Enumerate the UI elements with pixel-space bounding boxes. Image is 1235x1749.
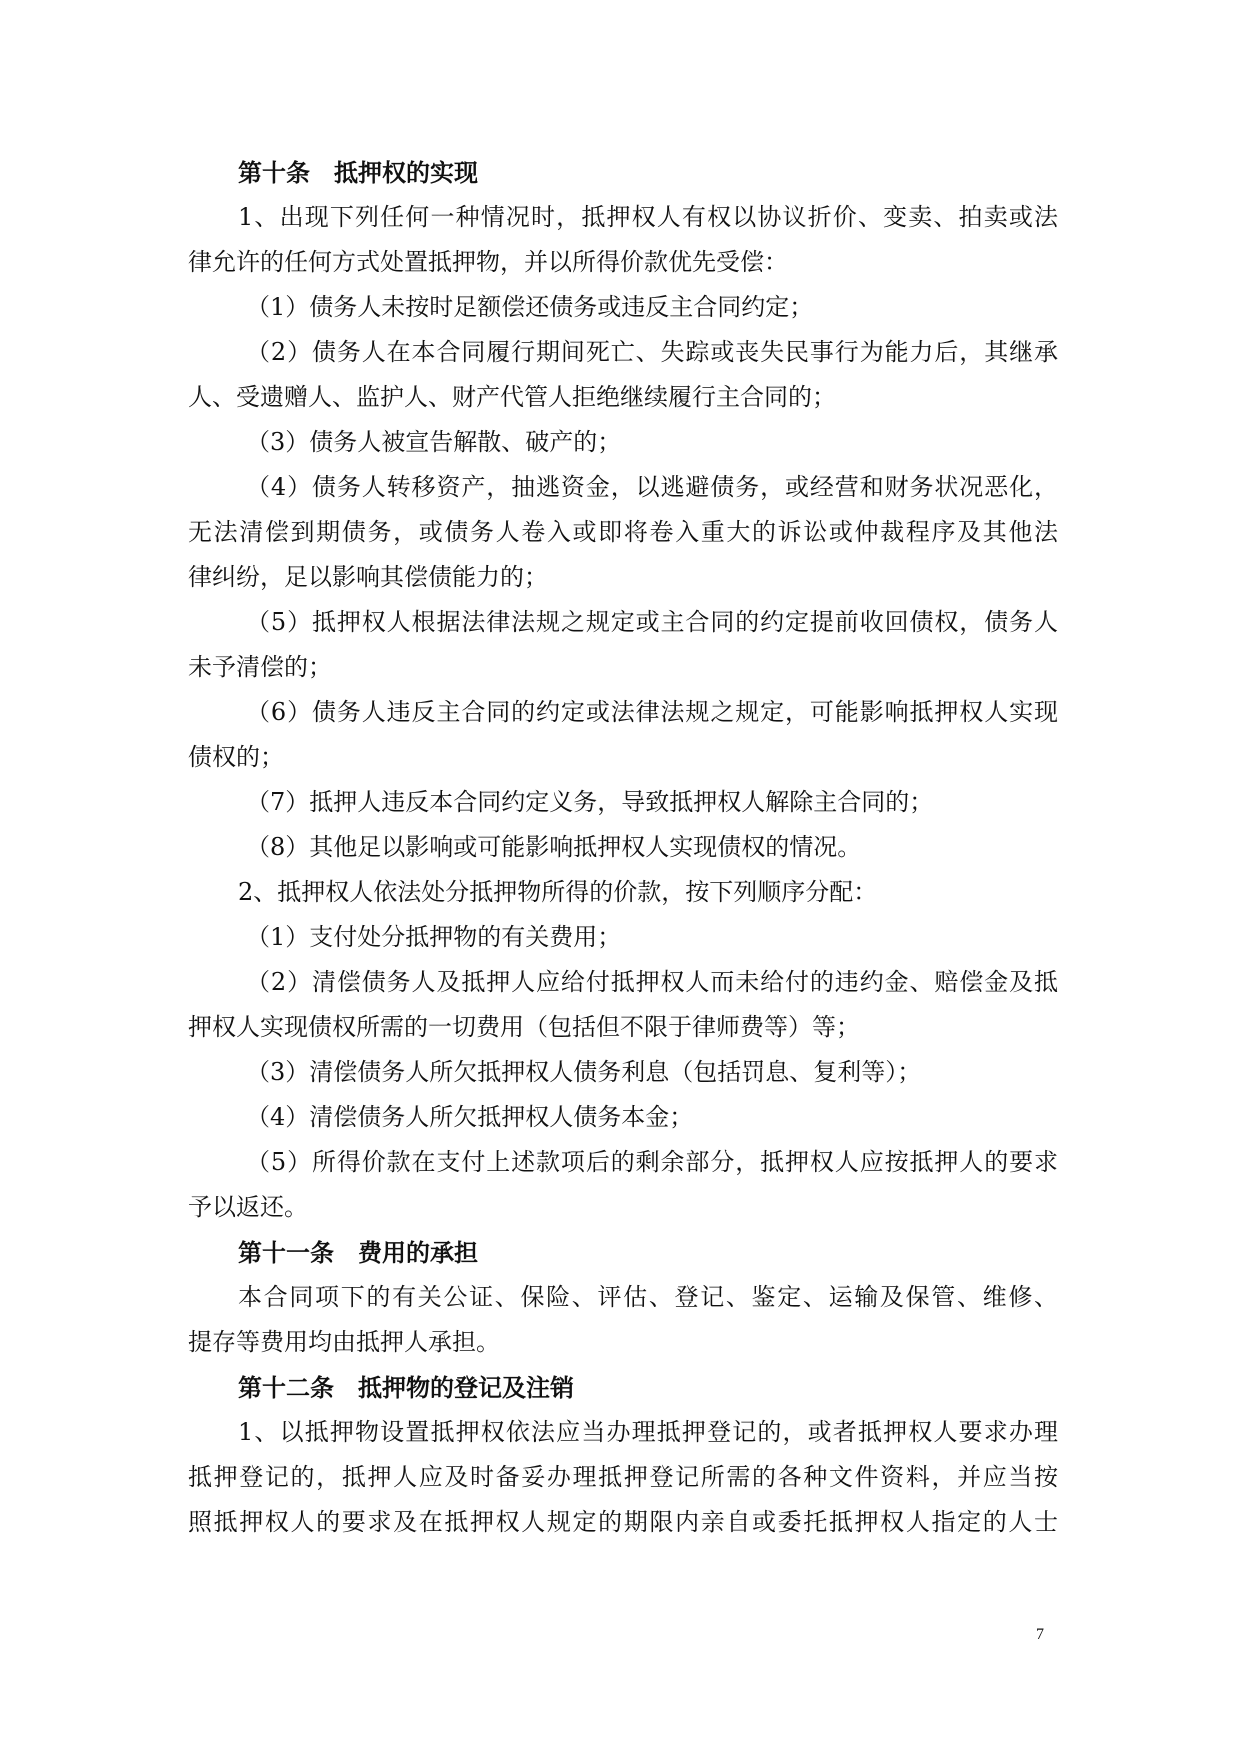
list-item: （3）债务人被宣告解散、破产的；: [246, 428, 622, 456]
list-item: （4）清偿债务人所欠抵押权人债务本金；: [246, 1103, 694, 1131]
paragraph-line: 1、出现下列任何一种情况时，抵押权人有权以协议折价、变卖、拍卖或法: [238, 203, 1058, 231]
paragraph-line: 1、以抵押物设置抵押权依法应当办理抵押登记的，或者抵押权人要求办理: [238, 1418, 1058, 1446]
paragraph-line: 抵押登记的，抵押人应及时备妥办理抵押登记所需的各种文件资料，并应当按: [188, 1463, 1058, 1491]
paragraph-line: 未予清偿的；: [188, 653, 332, 681]
paragraph-line: 2、抵押权人依法处分抵押物所得的价款，按下列顺序分配：: [238, 878, 878, 906]
page-number: 7: [1036, 1626, 1044, 1643]
list-item: （6）债务人违反主合同的约定或法律法规之规定，可能影响抵押权人实现: [246, 698, 1058, 726]
document-body: [188, 150, 1058, 1545]
paragraph-line: 提存等费用均由抵押人承担。: [188, 1328, 500, 1356]
list-item: （1）债务人未按时足额偿还债务或违反主合同约定；: [246, 293, 814, 321]
paragraph-line: 无法清偿到期债务，或债务人卷入或即将卷入重大的诉讼或仲裁程序及其他法: [188, 518, 1058, 546]
paragraph-line: 照抵押权人的要求及在抵押权人规定的期限内亲自或委托抵押权人指定的人士: [188, 1508, 1058, 1536]
paragraph-line: 押权人实现债权所需的一切费用（包括但不限于律师费等）等；: [188, 1013, 860, 1041]
paragraph-line: 予以返还。: [188, 1193, 308, 1221]
article-12-heading: 第十二条 抵押物的登记及注销: [238, 1373, 574, 1402]
list-item: （1）支付处分抵押物的有关费用；: [246, 923, 622, 951]
paragraph-line: 人、受遗赠人、监护人、财产代管人拒绝继续履行主合同的；: [188, 383, 836, 411]
article-10-heading: 第十条 抵押权的实现: [238, 158, 478, 187]
paragraph-line: 律允许的任何方式处置抵押物，并以所得价款优先受偿：: [188, 248, 788, 276]
list-item: （2）清偿债务人及抵押人应给付抵押权人而未给付的违约金、赔偿金及抵: [246, 968, 1058, 996]
paragraph-line: 债权的；: [188, 743, 284, 771]
list-item: （4）债务人转移资产，抽逃资金，以逃避债务，或经营和财务状况恶化，: [246, 473, 1058, 501]
list-item: （7）抵押人违反本合同约定义务，导致抵押权人解除主合同的；: [246, 788, 934, 816]
list-item: （2）债务人在本合同履行期间死亡、失踪或丧失民事行为能力后，其继承: [246, 338, 1058, 366]
article-11-heading: 第十一条 费用的承担: [238, 1238, 478, 1267]
list-item: （3）清偿债务人所欠抵押权人债务利息（包括罚息、复利等）；: [246, 1058, 922, 1086]
list-item: （5）所得价款在支付上述款项后的剩余部分，抵押权人应按抵押人的要求: [246, 1148, 1058, 1176]
paragraph-line: 本合同项下的有关公证、保险、评估、登记、鉴定、运输及保管、维修、: [238, 1283, 1058, 1311]
list-item: （8）其他足以影响或可能影响抵押权人实现债权的情况。: [246, 833, 862, 861]
paragraph-line: 律纠纷，足以影响其偿债能力的；: [188, 563, 548, 591]
list-item: （5）抵押权人根据法律法规之规定或主合同的约定提前收回债权，债务人: [246, 608, 1058, 636]
